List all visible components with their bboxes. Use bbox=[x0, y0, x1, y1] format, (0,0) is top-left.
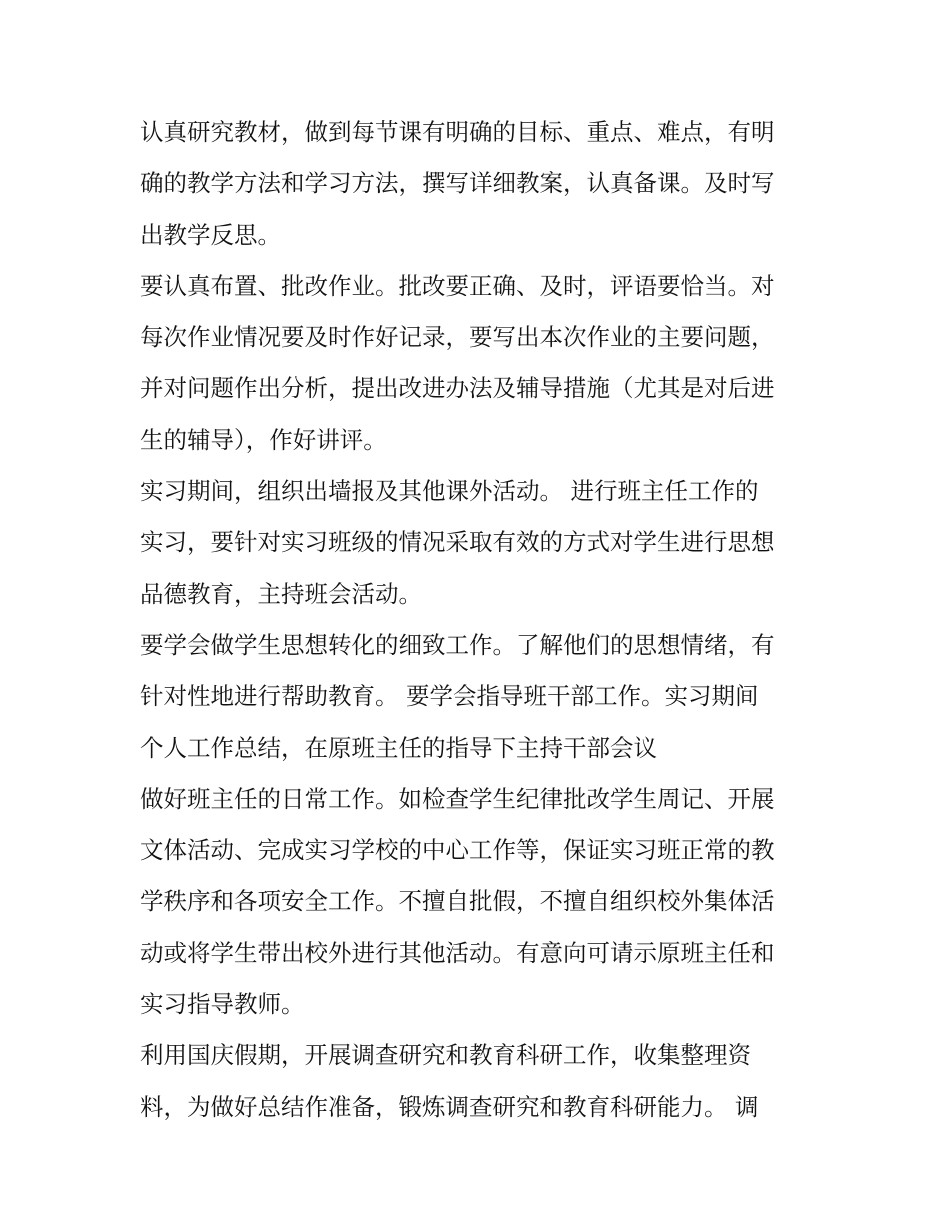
text-line: 个人工作总结，在原班主任的指导下主持干部会议 bbox=[140, 733, 657, 762]
text-line: 实习期间，组织出墙报及其他课外活动。 进行班主任工作的 bbox=[140, 477, 759, 506]
text-line: 实习指导教师。 bbox=[140, 990, 305, 1019]
text-line: 出教学反思。 bbox=[140, 220, 281, 249]
body-text bbox=[140, 107, 820, 1133]
text-line: 实习，要针对实习班级的情况采取有效的方式对学生进行思想 bbox=[140, 528, 775, 557]
text-line: 利用国庆假期，开展调查研究和教育科研工作，收集整理资 bbox=[140, 1041, 751, 1070]
text-line: 料，为做好总结作准备，锻炼调查研究和教育科研能力。 调 bbox=[140, 1092, 759, 1121]
text-line: 针对性地进行帮助教育。 要学会指导班干部工作。实习期间 bbox=[140, 682, 759, 711]
text-line: 做好班主任的日常工作。如检查学生纪律批改学生周记、开展 bbox=[140, 784, 775, 813]
text-line: 要学会做学生思想转化的细致工作。了解他们的思想情绪，有 bbox=[140, 630, 775, 659]
text-line: 学秩序和各项安全工作。不擅自批假，不擅自组织校外集体活 bbox=[140, 887, 775, 916]
text-line: 并对问题作出分析，提出改进办法及辅导措施（尤其是对后进 bbox=[140, 374, 775, 403]
text-line: 动或将学生带出校外进行其他活动。有意向可请示原班主任和 bbox=[140, 938, 775, 967]
text-line: 认真研究教材，做到每节课有明确的目标、重点、难点，有明 bbox=[140, 118, 775, 146]
text-line: 文体活动、完成实习学校的中心工作等，保证实习班正常的教 bbox=[140, 836, 775, 865]
text-line: 品德教育，主持班会活动。 bbox=[140, 579, 422, 608]
text-line: 每次作业情况要及时作好记录，要写出本次作业的主要问题， bbox=[140, 323, 775, 352]
text-line: 确的教学方法和学习方法，撰写详细教案，认真备课。及时写 bbox=[140, 169, 775, 198]
text-line: 生的辅导），作好讲评。 bbox=[140, 425, 387, 454]
text-line: 要认真布置、批改作业。批改要正确、及时，评语要恰当。对 bbox=[140, 271, 775, 300]
